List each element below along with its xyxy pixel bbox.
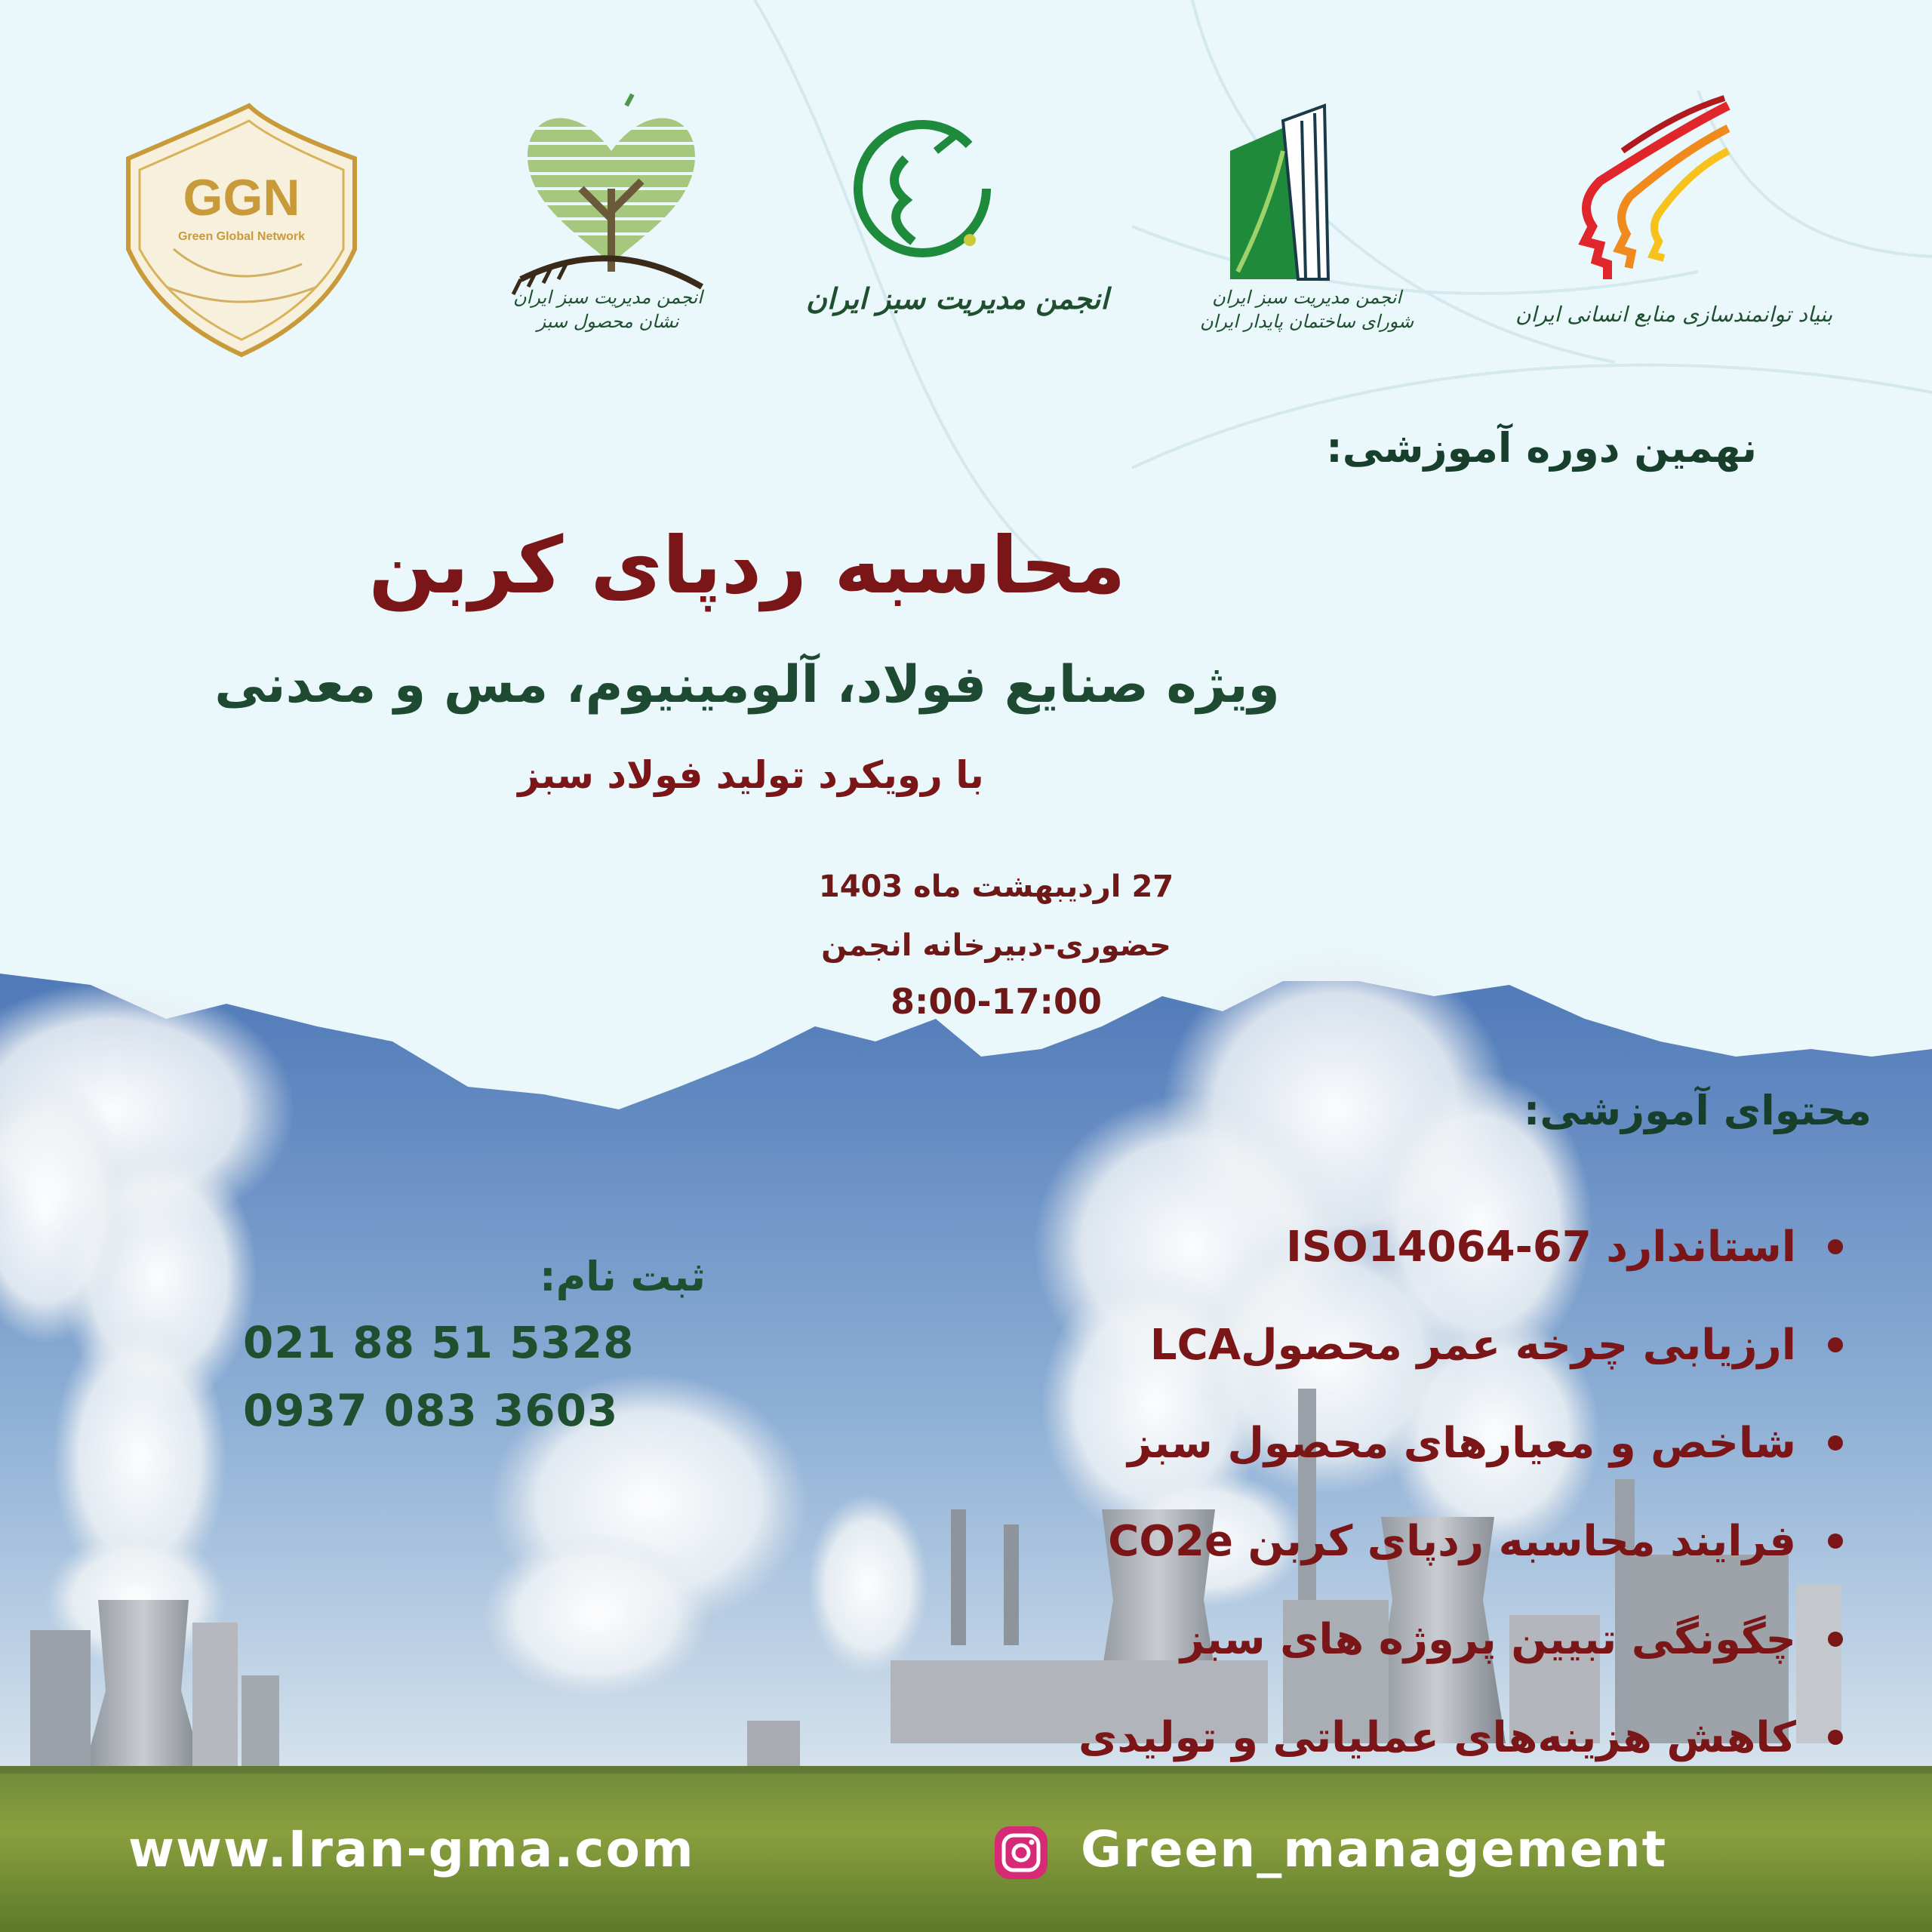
website-link[interactable]: www.Iran-gma.com [128,1820,695,1878]
topic-item [853,1321,1796,1419]
sustainable-building-caption [1200,285,1414,334]
sustainable-building-caption-line1: انجمن مدیریت سبز ایران [1212,287,1402,308]
topic-item [853,1419,1796,1517]
bullet-icon [1828,1435,1843,1451]
instagram-icon [995,1826,1048,1879]
course-title: محاسبه ردپای کربن [368,519,1126,611]
topic-text: شاخص و معیارهای محصول سبز [1128,1419,1796,1468]
bullet-icon [1828,1239,1843,1254]
topic-text: کاهش هزینه‌های عملیاتی و تولیدی [1078,1713,1796,1762]
green-product-caption [513,285,703,334]
course-subtitle: ویژه صنایع فولاد، آلومینیوم، مس و معدنی [214,655,1280,715]
registration-label: ثبت نام: [540,1253,706,1300]
hr-foundation-caption: بنیاد توانمندسازی منابع انسانی ایران [1515,302,1833,327]
iran-green-management-caption: انجمن مدیریت سبز ایران [806,281,1109,315]
content-heading: محتوای آموزشی: [1523,1087,1872,1134]
bullet-icon [1828,1632,1843,1647]
bullet-icon [1828,1534,1843,1549]
course-approach: با رویکرد تولید فولاد سبز [518,753,984,797]
green-product-caption-line2: نشان محصول سبز [537,311,679,333]
ggn-logo-subtext: Green Global Network [177,230,306,243]
topic-item [853,1517,1796,1615]
phone-number-mobile[interactable]: 0937 083 3603 [243,1385,619,1436]
topic-text: چگونگی تبیین پروژه های سبز [1180,1615,1796,1664]
topic-item [853,1615,1796,1713]
topic-list [853,1223,1796,1811]
topic-item [853,1223,1796,1321]
phone-number-landline[interactable]: 021 88 51 5328 [243,1317,635,1368]
ggn-logo-text: GGN [183,169,300,226]
bullet-icon [1828,1337,1843,1352]
course-number-label: نهمین دوره آموزشی: [1326,424,1757,472]
topic-text: ارزیابی چرخه عمر محصولLCA [1149,1321,1796,1370]
topic-text: استاندارد ISO14064-67 [1286,1223,1796,1272]
topic-item [853,1713,1796,1811]
instagram-handle[interactable]: Green_management [1081,1820,1668,1878]
event-date: 27 اردیبهشت ماه 1403 [818,869,1174,904]
sustainable-building-caption-line2: شورای ساختمان پایدار ایران [1200,311,1414,333]
green-product-caption-line1: انجمن مدیریت سبز ایران [513,287,703,308]
bullet-icon [1828,1730,1843,1745]
topic-text: فرایند محاسبه ردپای کربن CO2e [1108,1517,1796,1566]
event-location: حضوری-دبیرخانه انجمن [821,928,1171,963]
event-time: 8:00-17:00 [891,981,1102,1022]
